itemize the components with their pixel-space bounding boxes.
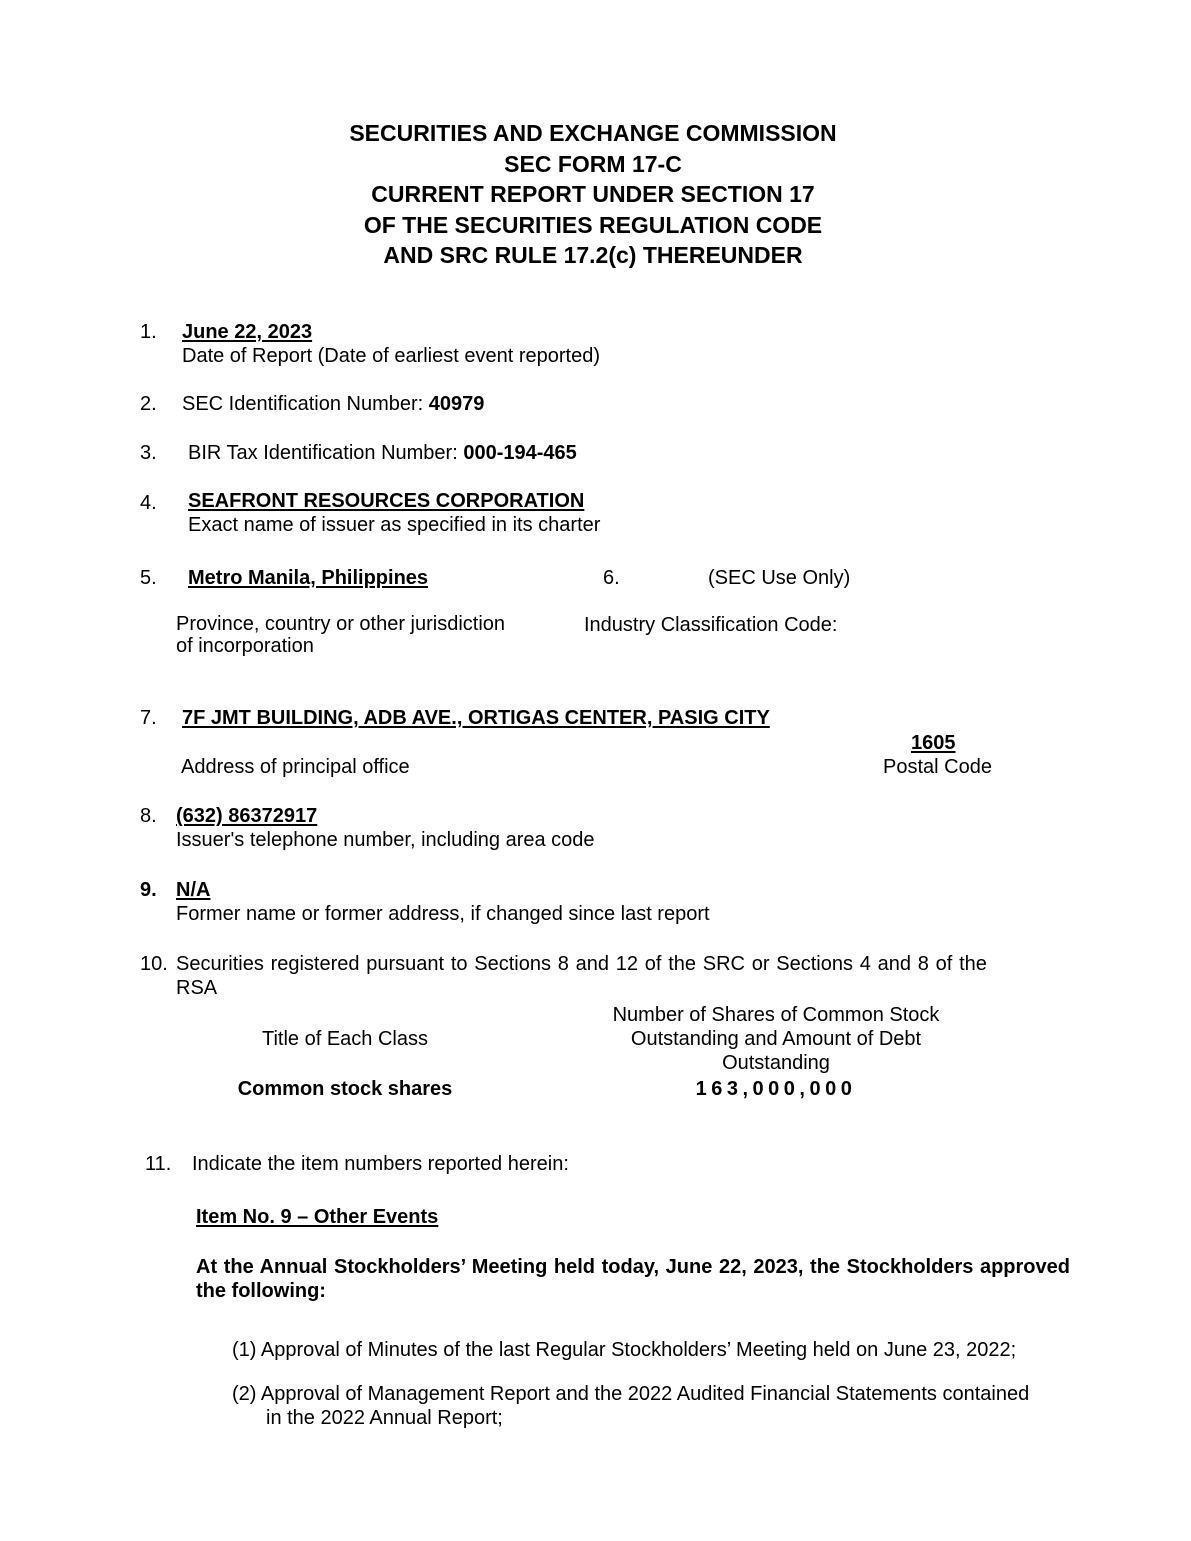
section-intro: At the Annual Stockholders’ Meeting held today, June 22, 2023, the Stockholders approved the following:	[196, 1256, 1070, 1302]
report-date-value: June 22, 2023	[182, 321, 313, 343]
sec-id-value: 40979	[428, 393, 485, 415]
telephone-value: (632) 86372917	[176, 805, 318, 827]
section-heading: Item No. 9 – Other Events	[196, 1206, 439, 1228]
item-number: 11.	[145, 1153, 172, 1175]
telephone-label: Issuer's telephone number, including area code	[176, 829, 595, 851]
title-line: SEC FORM 17-C	[504, 150, 682, 177]
item-number: 4.	[140, 492, 157, 514]
item-number: 5.	[140, 567, 157, 589]
item-number: 7.	[140, 707, 157, 729]
approval-list-item	[232, 1382, 1029, 1406]
postal-code-value: 1605	[911, 732, 956, 754]
col-header-shares-line: Outstanding	[722, 1052, 830, 1074]
list-item-text: Approval of Management Report and the 2022 Audited Financial Statements contained	[260, 1383, 1030, 1405]
col-header-title-class: Title of Each Class	[262, 1028, 428, 1050]
securities-text-line: Securities registered pursuant to Sections 8 and 12 of the SRC or Sections 4 and 8 of the	[176, 953, 987, 975]
item-number: 10.	[140, 953, 168, 975]
securities-text-line: RSA	[176, 977, 218, 999]
title-line: CURRENT REPORT UNDER SECTION 17	[371, 181, 815, 207]
col-header-shares	[566, 1003, 986, 1075]
tin-value: 000-194-465	[463, 442, 577, 464]
postal-code-label: Postal Code	[883, 756, 992, 778]
col-header-shares-line: Number of Shares of Common Stock	[612, 1004, 940, 1026]
issuer-name-label: Exact name of issuer as specified in its charter	[188, 514, 601, 536]
security-class-cell: Common stock shares	[237, 1078, 453, 1100]
jurisdiction-label	[176, 613, 505, 657]
approval-list-item	[232, 1338, 1016, 1362]
list-item-number: (1)	[232, 1339, 257, 1361]
sec-id-label: SEC Identification Number:	[182, 393, 424, 415]
item-number: 9.	[140, 879, 157, 901]
sec-id-line	[182, 392, 484, 416]
title-line: OF THE SECURITIES REGULATION CODE	[363, 211, 823, 238]
jurisdiction-label-line: of incorporation	[176, 635, 314, 657]
address-value: 7F JMT BUILDING, ADB AVE., ORTIGAS CENTER, PASIG CITY	[182, 707, 770, 729]
item-number: 6.	[603, 567, 620, 589]
tin-line	[188, 441, 577, 465]
report-date-label: Date of Report (Date of earliest event reported)	[182, 345, 600, 367]
item-number: 2.	[140, 393, 157, 415]
jurisdiction-label-line: Province, country or other jurisdiction	[176, 613, 506, 635]
item-number: 1.	[140, 321, 157, 343]
former-name-value: N/A	[176, 879, 211, 901]
col-header-shares-line: Outstanding and Amount of Debt	[630, 1028, 922, 1050]
item-numbers-label: Indicate the item numbers reported herein:	[192, 1153, 569, 1175]
list-item-text: Approval of Minutes of the last Regular Stockholders’ Meeting held on June 23, 2022;	[260, 1339, 1017, 1361]
address-label: Address of principal office	[181, 756, 410, 778]
tin-label: BIR Tax Identification Number:	[188, 442, 458, 464]
issuer-name-value: SEAFRONT RESOURCES CORPORATION	[188, 490, 585, 512]
list-item-text-continued: in the 2022 Annual Report;	[266, 1407, 503, 1429]
item-number: 3.	[140, 442, 157, 464]
item-number: 8.	[140, 805, 157, 827]
list-item-number: (2)	[232, 1383, 257, 1405]
sec-use-only: (SEC Use Only)	[708, 567, 851, 589]
former-name-label: Former name or former address, if changed since last report	[176, 903, 710, 925]
industry-code-label: Industry Classification Code:	[584, 614, 838, 636]
shares-outstanding-cell: 163,000,000	[695, 1078, 857, 1100]
title-line: SECURITIES AND EXCHANGE COMMISSION	[349, 120, 837, 146]
jurisdiction-value: Metro Manila, Philippines	[188, 567, 429, 589]
form-title-block	[0, 118, 1186, 271]
title-line: AND SRC RULE 17.2(c) THEREUNDER	[383, 242, 803, 268]
